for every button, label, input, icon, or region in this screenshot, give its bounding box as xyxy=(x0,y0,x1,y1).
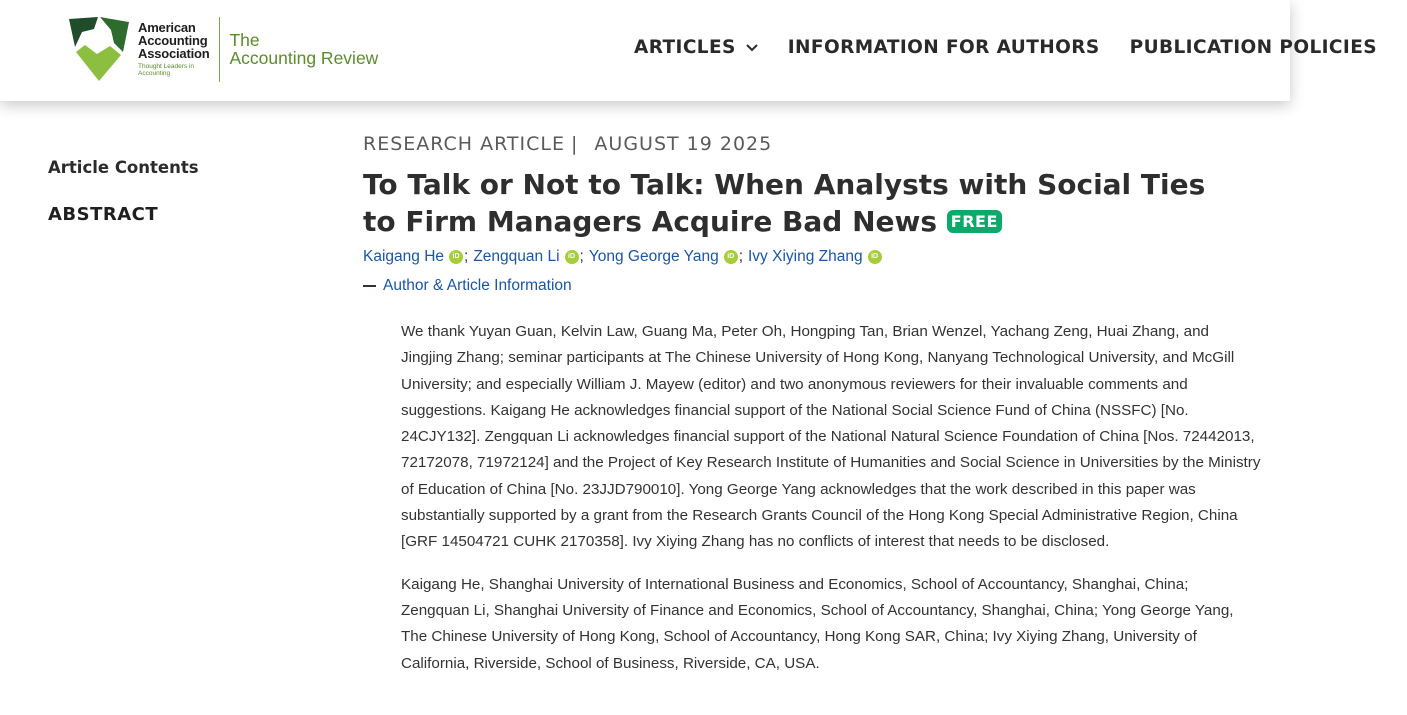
author-article-info-toggle[interactable] xyxy=(363,277,1263,295)
abstract-link[interactable]: ABSTRACT xyxy=(48,204,159,225)
author-list xyxy=(363,248,1263,266)
orcid-icon[interactable]: iD xyxy=(868,250,882,264)
article-title xyxy=(363,166,1243,240)
affiliations-note: Kaigang He, Shanghai University of International Business and Economics, School of Accountancy, Shanghai, China; Zengquan Li, Shanghai University of Finance and Economics, School of Accountancy, Shanghai, China; Yong George Yang, The Chinese University of Hong Kong, School of Accountancy, Hong Kong SAR, China; Ivy Xiying Zhang, University of California, Riverside, School of Business, Riverside, CA, USA. xyxy=(401,575,1234,672)
orcid-icon[interactable]: iD xyxy=(565,250,579,264)
aaa-wordmark xyxy=(138,21,209,77)
journal-name xyxy=(229,31,378,67)
main-nav xyxy=(634,37,1407,58)
article-contents-heading: Article Contents xyxy=(48,158,199,177)
publication-date: AUGUST 19 2025 xyxy=(594,133,773,155)
author-link-ivy-xiying-zhang[interactable]: Ivy Xiying Zhang xyxy=(748,248,863,265)
article-meta xyxy=(363,133,1263,155)
article-type: RESEARCH ARTICLE xyxy=(363,133,566,155)
chevron-down-icon xyxy=(746,44,758,52)
meta-separator: | xyxy=(571,133,579,155)
author-link-yong-george-yang[interactable]: Yong George Yang xyxy=(588,248,719,265)
site-header xyxy=(0,0,1377,101)
org-name-line-1: American xyxy=(138,20,196,35)
org-tagline-line-1: Thought Leaders in xyxy=(138,63,195,70)
journal-name-line-1: The xyxy=(229,30,260,50)
orcid-icon[interactable]: iD xyxy=(724,250,738,264)
orcid-icon[interactable]: iD xyxy=(449,250,463,264)
org-name-line-3: Association xyxy=(138,46,210,61)
author-separator: ; xyxy=(464,248,469,265)
org-tagline-line-2: Accounting xyxy=(138,70,171,77)
minus-icon xyxy=(363,285,376,287)
nav-articles-label: ARTICLES xyxy=(634,37,736,58)
article-sidebar xyxy=(48,158,328,225)
author-separator: ; xyxy=(738,248,743,265)
site-logo[interactable] xyxy=(67,15,378,83)
author-article-info-label: Author & Article Information xyxy=(383,277,572,294)
nav-articles[interactable] xyxy=(634,37,758,58)
author-link-kaigang-he[interactable]: Kaigang He xyxy=(363,248,445,265)
nav-publication-policies-label: PUBLICATION POLICIES xyxy=(1129,37,1377,58)
journal-name-line-2: Accounting Review xyxy=(229,48,379,68)
article-main xyxy=(363,133,1263,677)
nav-information-for-authors[interactable] xyxy=(788,37,1100,58)
article-title-text: To Talk or Not to Talk: When Analysts with Social Ties to Firm Managers Acquire Bad News xyxy=(363,168,1206,238)
aaa-logo-icon xyxy=(67,16,131,82)
author-notes xyxy=(401,319,1261,677)
author-link-zengquan-li[interactable]: Zengquan Li xyxy=(473,248,560,265)
free-badge: FREE xyxy=(947,210,1002,233)
nav-information-for-authors-label: INFORMATION FOR AUTHORS xyxy=(787,37,1100,58)
org-name-line-2: Accounting xyxy=(138,33,208,48)
acknowledgements-note: We thank Yuyan Guan, Kelvin Law, Guang Ma, Peter Oh, Hongping Tan, Brian Wenzel, Yachang Zeng, Huai Zhang, and Jingjing Zhang; seminar participants at The Chinese University of Hong Kong, Nanyang Technological University, and McGill University; and especially William J. Mayew (editor) and two anonymous reviewers for their invaluable comments and suggestions. Kaigang He acknowledges financial support of the National Social Science Fund of China (NSSFC) [No. 24CJY132]. Zengquan Li acknowledges financial support of the National Natural Science Foundation of China [Nos. 72442013, 72172078, 71972124] and the Project of Key Research Institute of Humanities and Social Science in Universities by the Ministry of Education of China [No. 23JJD790010]. Yong George Yang acknowledges that the work described in this paper was substantially supported by a grant from the Research Grants Council of the Hong Kong Special Administrative Region, China [GRF 14504721 CUHK 2170358]. Ivy Xiying Zhang has no conflicts of interest that needs to be disclosed. xyxy=(401,323,1261,551)
logo-divider xyxy=(219,17,220,82)
author-separator: ; xyxy=(579,248,584,265)
nav-publication-policies[interactable] xyxy=(1130,37,1377,58)
